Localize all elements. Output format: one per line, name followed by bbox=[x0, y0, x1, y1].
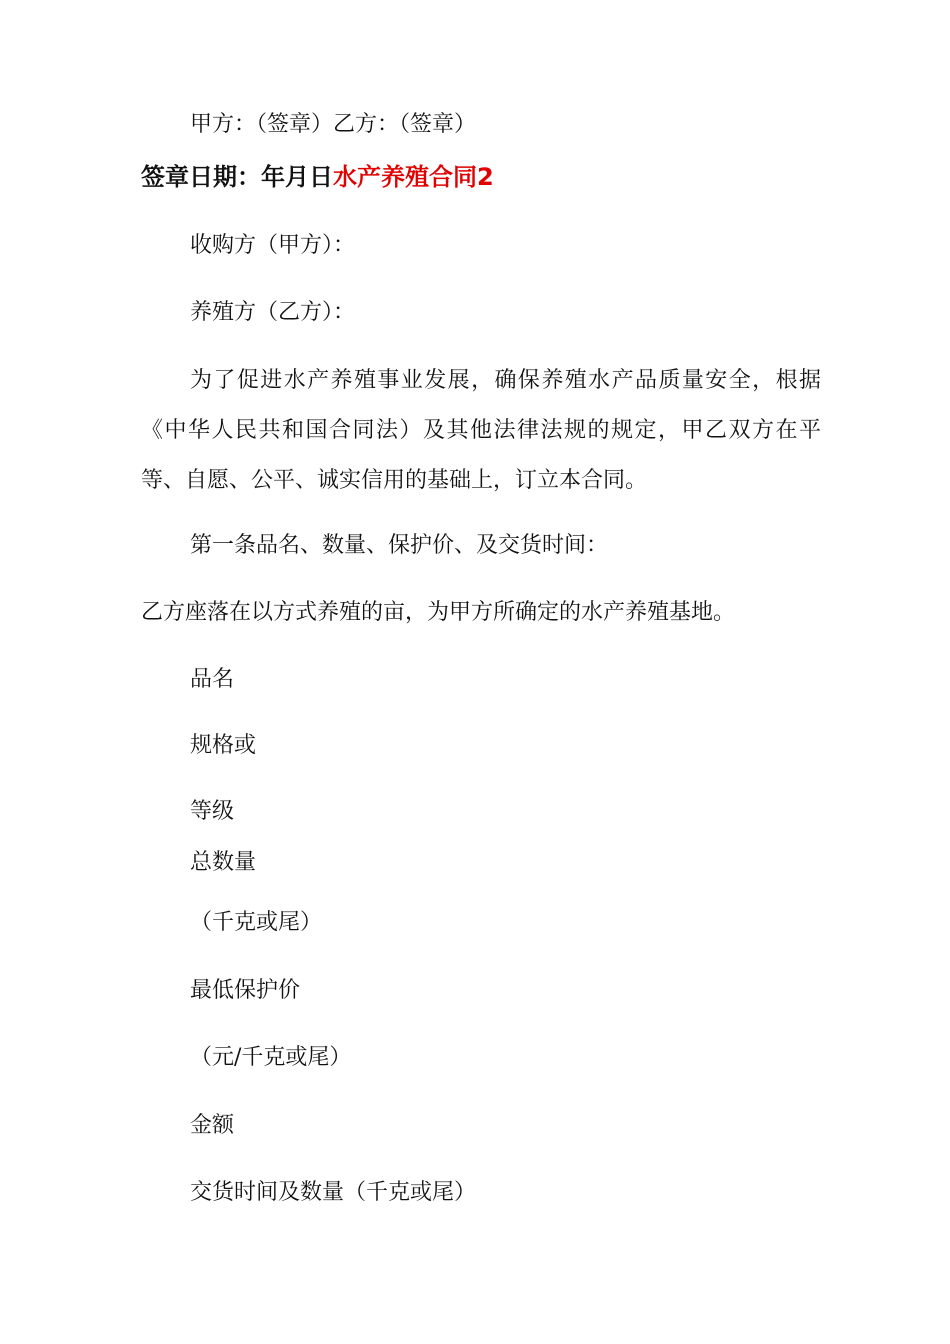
item-min-price: 最低保护价 bbox=[190, 978, 301, 1003]
article-one-line: 第一条品名、数量、保护价、及交货时间： bbox=[190, 533, 609, 558]
farmer-party-line: 养殖方（乙方）： bbox=[190, 300, 356, 325]
signature-date-label: 签章日期：年月日 bbox=[141, 163, 333, 191]
signature-line: 甲方：（签章）乙方：（签章） bbox=[190, 112, 477, 137]
item-price-unit: （元/千克或尾） bbox=[190, 1045, 352, 1070]
item-grade: 等级 bbox=[190, 799, 235, 824]
intro-paragraph: 为了促进水产养殖事业发展，确保养殖水产品质量安全，根据《中华人民共和国合同法）及其他法律法规的规定，甲乙双方在平等、自愿、公平、诚实信用的基础上，订立本合同。 bbox=[141, 368, 821, 493]
item-delivery-time: 交货时间及数量（千克或尾） bbox=[190, 1180, 477, 1205]
item-spec: 规格或 bbox=[190, 733, 257, 758]
contract-title: 水产养殖合同2 bbox=[333, 163, 494, 191]
item-product-name: 品名 bbox=[190, 667, 235, 692]
item-quantity-unit: （千克或尾） bbox=[190, 910, 323, 935]
item-amount: 金额 bbox=[190, 1113, 235, 1138]
item-total-quantity: 总数量 bbox=[190, 850, 257, 875]
section-heading bbox=[141, 161, 494, 193]
base-description-line: 乙方座落在以方式养殖的亩，为甲方所确定的水产养殖基地。 bbox=[141, 600, 736, 625]
buyer-party-line: 收购方（甲方）： bbox=[190, 233, 356, 258]
